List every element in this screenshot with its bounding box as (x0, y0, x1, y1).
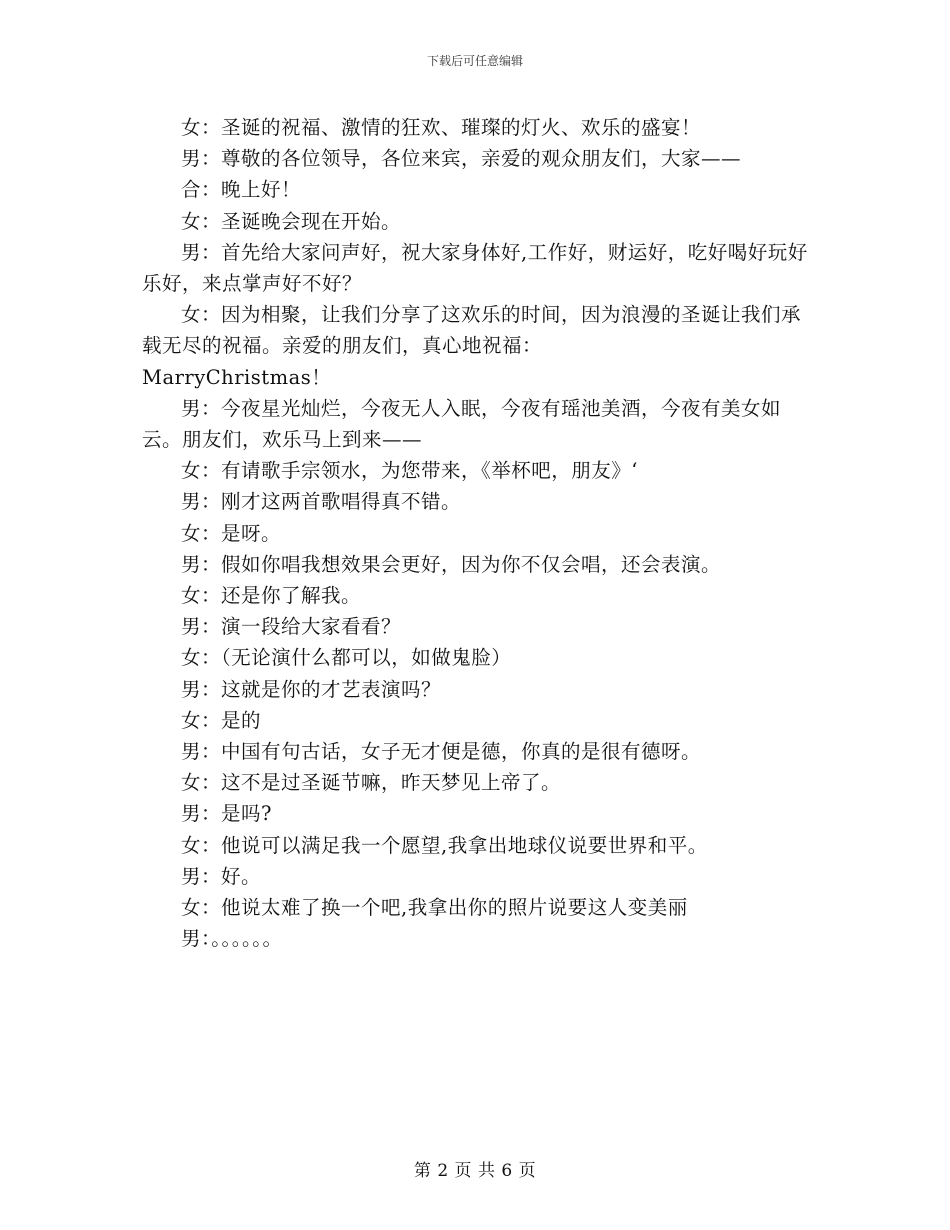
paragraph-12: 男：假如你唱我想效果会更好，因为你不仅会唱，还会表演。 (181, 552, 722, 576)
paragraph-3: 合：晚上好！ (181, 178, 302, 202)
paragraph-23: 女：他说太难了换一个吧,我拿出你的照片说要这人变美丽 (181, 896, 688, 920)
paragraph-11: 女：是呀。 (181, 521, 282, 545)
paragraph-1: 女：圣诞的祝福、激情的狂欢、璀璨的灯火、欢乐的盛宴！ (181, 116, 702, 139)
document-body (142, 112, 810, 954)
paragraph-2: 男：尊敬的各位领导，各位来宾，亲爱的观众朋友们，大家—— (181, 147, 742, 171)
paragraph-16: 男：这就是你的才艺表演吗？ (181, 677, 442, 701)
paragraph-9: 女：有请歌手宗领水，为您带来，《举杯吧，朋友》‘ (181, 459, 638, 483)
paragraph-8: 男：今夜星光灿烂，今夜无人入眠，今夜有瑶池美酒，今夜有美女如云。朋友们，欢乐马上到来—— (142, 396, 782, 452)
paragraph-24: 男：。。。。。。 (181, 927, 283, 951)
paragraph-10: 男：刚才这两首歌唱得真不错。 (181, 490, 462, 514)
paragraph-18: 男：中国有句古话，女子无才便是德，你真的是很有德呀。 (181, 740, 702, 764)
paragraph-6: 女：因为相聚，让我们分享了这欢乐的时间，因为浪漫的圣诞让我们承载无尽的祝福。亲爱的朋友们，真心地祝福： (142, 303, 802, 358)
paragraph-20: 男：是吗? (181, 802, 272, 826)
paragraph-19: 女：这不是过圣诞节嘛，昨天梦见上帝了。 (181, 771, 562, 795)
page-header-note: 下载后可任意编辑 (426, 54, 523, 68)
paragraph-17: 女：是的 (181, 708, 262, 732)
paragraph-5: 男：首先给大家问声好，祝大家身体好,工作好，财运好，吃好喝好玩好乐好，来点掌声好不好？ (142, 240, 808, 296)
paragraph-21: 女：他说可以满足我一个愿望,我拿出地球仪说要世界和平。 (181, 833, 708, 857)
paragraph-4: 女：圣诞晚会现在开始。 (181, 209, 402, 233)
paragraph-15: 女：（无论演什么都可以，如做鬼脸） (181, 646, 512, 670)
paragraph-13: 女：还是你了解我。 (181, 584, 362, 608)
paragraph-7: MarryChristmas！ (142, 365, 332, 389)
page-number: 第 2 页 共 6 页 (413, 1161, 537, 1181)
paragraph-14: 男：演一段给大家看看？ (181, 615, 402, 639)
paragraph-22: 男：好。 (181, 864, 262, 888)
